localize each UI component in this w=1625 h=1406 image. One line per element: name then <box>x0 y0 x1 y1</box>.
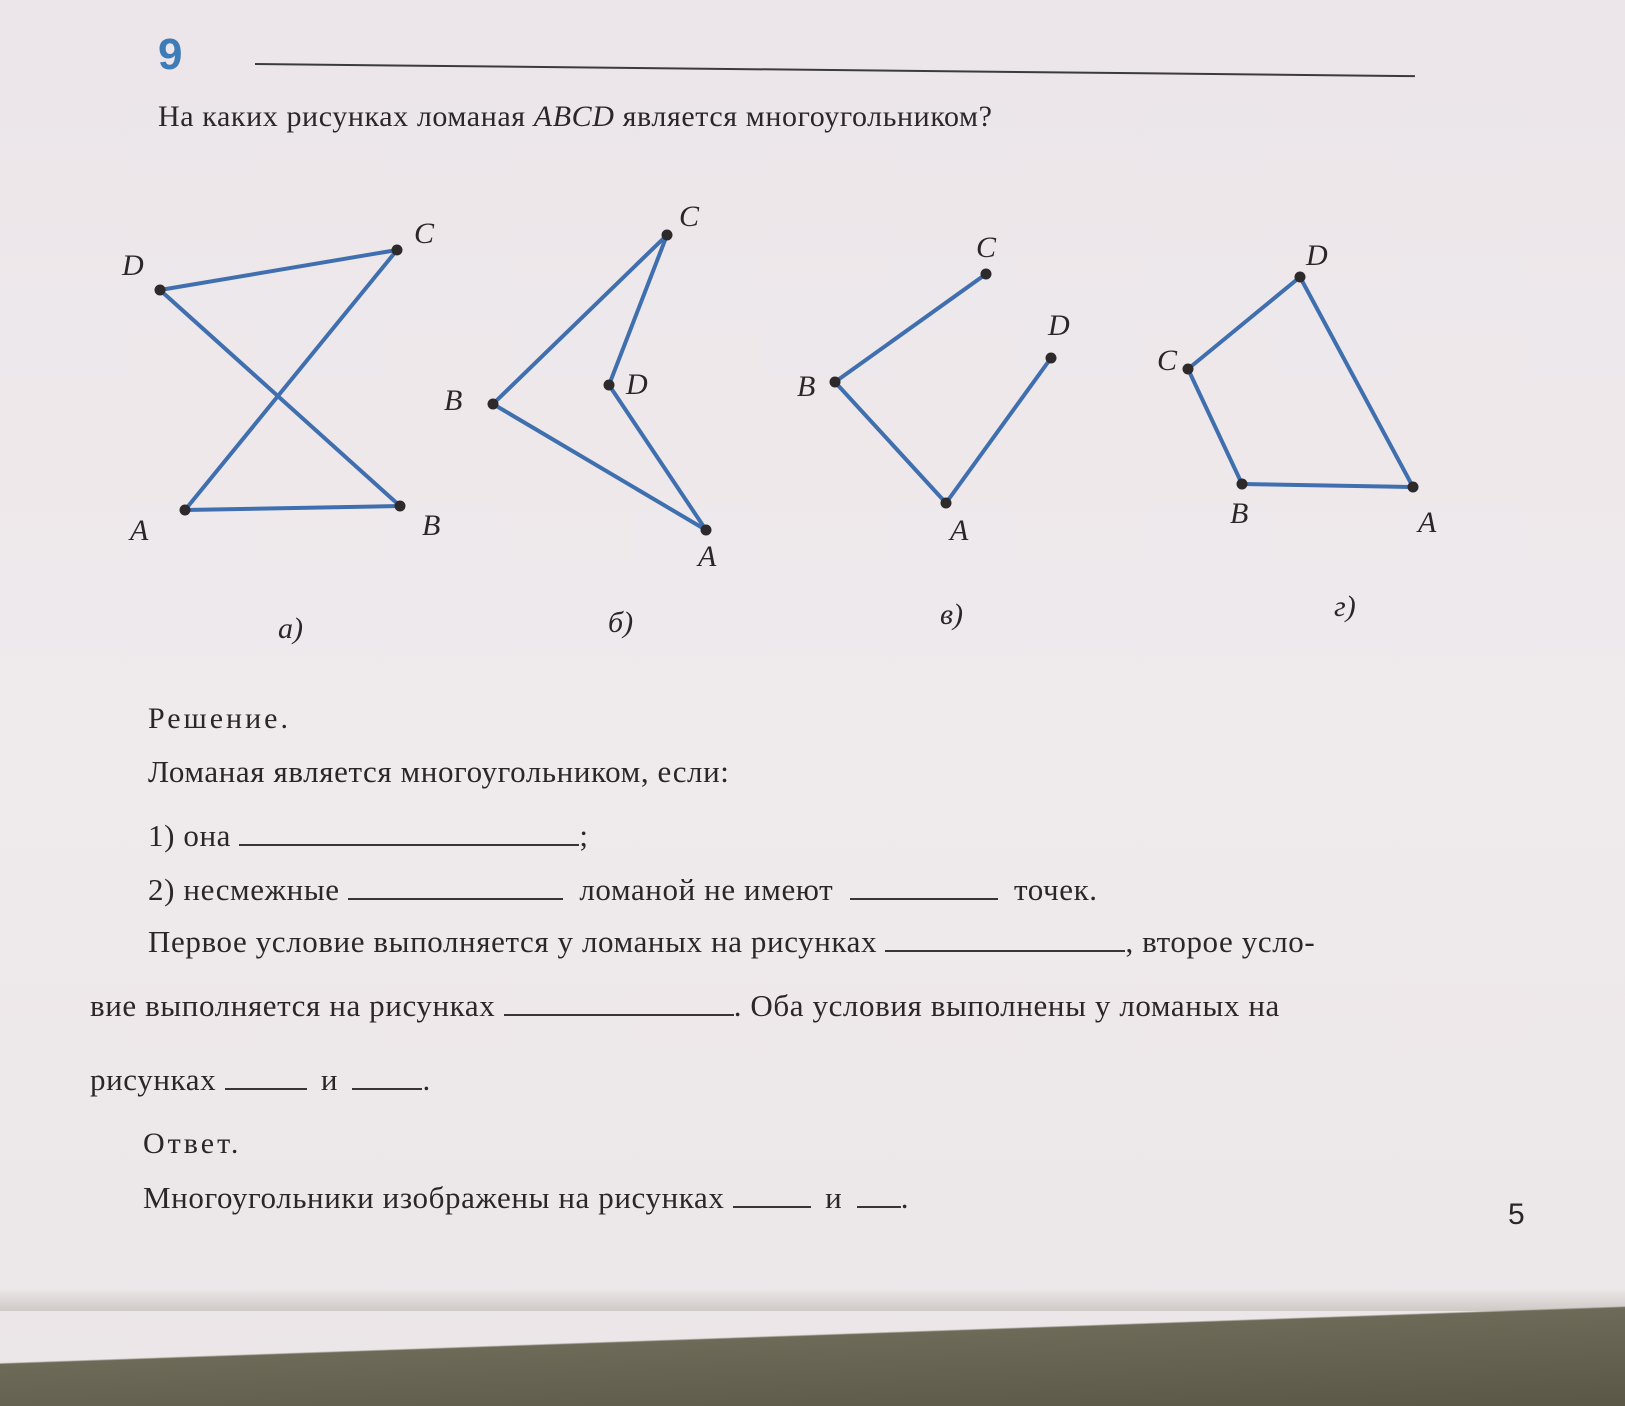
condition-2 <box>148 872 1098 908</box>
paragraph-3-blank-2[interactable] <box>352 1066 422 1090</box>
paragraph-line-1 <box>148 924 1315 960</box>
figure-b-label-b: B <box>444 384 463 417</box>
figure-a-point-d <box>155 285 166 296</box>
figure-d-label-c: C <box>1157 344 1178 377</box>
answer-blank-1[interactable] <box>733 1184 811 1208</box>
answer-line <box>143 1180 909 1216</box>
condition-2-middle: ломаной не имеют <box>579 872 834 907</box>
figure-a-label-a: A <box>130 514 149 547</box>
figure-d-caption: г) <box>1334 590 1356 623</box>
figure-c-point-c <box>981 269 992 280</box>
figure-c-label-b: B <box>797 370 816 403</box>
answer-blank-2[interactable] <box>857 1184 901 1208</box>
paragraph-3-end: . <box>422 1062 431 1097</box>
figure-b-point-d <box>604 380 615 391</box>
paragraph-line-2 <box>90 988 1280 1024</box>
condition-2-prefix: 2) несмежные <box>148 872 340 907</box>
figure-d-label-d: D <box>1306 239 1328 272</box>
figure-c-label-d: D <box>1048 309 1070 342</box>
figure-a-caption: а) <box>278 612 303 645</box>
figure-a-label-c: C <box>414 217 435 250</box>
paragraph-3-and: и <box>320 1062 339 1097</box>
figure-b-point-b <box>488 399 499 410</box>
figure-b-caption: б) <box>608 606 634 639</box>
question-suffix: является многоугольником? <box>614 100 993 133</box>
figure-a-label-d: D <box>122 249 144 282</box>
answer-and: и <box>825 1180 843 1215</box>
figure-c-label-a: A <box>950 514 969 547</box>
figure-a-segment-ca <box>185 250 397 510</box>
condition-2-blank-2[interactable] <box>850 876 998 900</box>
condition-1-end: ; <box>579 818 589 853</box>
table-surface <box>0 1296 1625 1406</box>
figure-b-label-c: C <box>679 200 700 233</box>
paragraph-1-blank[interactable] <box>885 928 1125 952</box>
answer-heading: Ответ. <box>143 1127 242 1160</box>
figure-d-point-d <box>1295 272 1306 283</box>
figure-d-segment-bc <box>1188 369 1242 484</box>
figure-b-label-a: A <box>698 540 717 573</box>
figure-d-point-c <box>1183 364 1194 375</box>
condition-2-blank-1[interactable] <box>348 876 563 900</box>
figure-c-segment-bc <box>835 274 986 382</box>
figure-b-segment-da <box>609 385 706 530</box>
figure-c-point-a <box>941 498 952 509</box>
question-prefix: На каких рисунках ломаная <box>158 100 534 133</box>
paragraph-3-start: рисунках <box>90 1062 217 1097</box>
figure-a-segment-ab <box>185 506 400 510</box>
figure-d-segment-ab <box>1242 484 1413 487</box>
figure-c-segment-ad <box>946 358 1051 503</box>
figure-c-label-c: C <box>976 231 997 264</box>
paragraph-1-start: Первое условие выполняется у ломаных на рисунках <box>148 924 878 959</box>
figure-b-segment-cd <box>609 235 667 385</box>
figure-b-point-a <box>701 525 712 536</box>
condition-1-blank[interactable] <box>239 822 579 846</box>
figure-d-segment-da <box>1300 277 1413 487</box>
figure-c-point-b <box>830 377 841 388</box>
figure-d-label-a: A <box>1418 506 1437 539</box>
paragraph-2-end: . Оба условия выполнены у ломаных на <box>733 988 1280 1023</box>
figure-a-point-c <box>392 245 403 256</box>
task-number: 9 <box>158 30 183 79</box>
figure-a-segment-dc <box>160 250 397 290</box>
answer-end: . <box>900 1180 910 1215</box>
polyline-name: ABCD <box>533 100 615 133</box>
figure-b-segment-ab <box>493 404 706 530</box>
figure-c-point-d <box>1046 353 1057 364</box>
condition-1-prefix: 1) она <box>148 818 232 853</box>
figure-c-segment-ab <box>835 382 946 503</box>
paragraph-2-blank[interactable] <box>504 992 734 1016</box>
page-number: 5 <box>1508 1198 1525 1231</box>
paragraph-1-end: , второе усло- <box>1125 924 1316 959</box>
paragraph-line-3 <box>90 1062 431 1098</box>
answer-text: Многоугольники изображены на рисунках <box>143 1180 725 1215</box>
solution-intro: Ломаная является многоугольником, если: <box>148 754 730 789</box>
paragraph-3-blank-1[interactable] <box>225 1066 307 1090</box>
figure-b-label-d: D <box>626 368 648 401</box>
figure-c-caption: в) <box>940 598 964 631</box>
figure-b-point-c <box>662 230 673 241</box>
figure-a-label-b: B <box>422 509 441 542</box>
paragraph-2-start: вие выполняется на рисунках <box>90 988 496 1023</box>
figure-d-point-a <box>1408 482 1419 493</box>
figure-d-label-b: B <box>1230 497 1249 530</box>
condition-1 <box>148 818 589 854</box>
figure-a-point-a <box>180 505 191 516</box>
figure-a-point-b <box>395 501 406 512</box>
figure-a-segment-bd <box>160 290 400 506</box>
solution-heading: Решение. <box>148 702 291 735</box>
figure-d-point-b <box>1237 479 1248 490</box>
condition-2-end: точек. <box>1014 872 1098 907</box>
figure-d-segment-cd <box>1188 277 1300 369</box>
